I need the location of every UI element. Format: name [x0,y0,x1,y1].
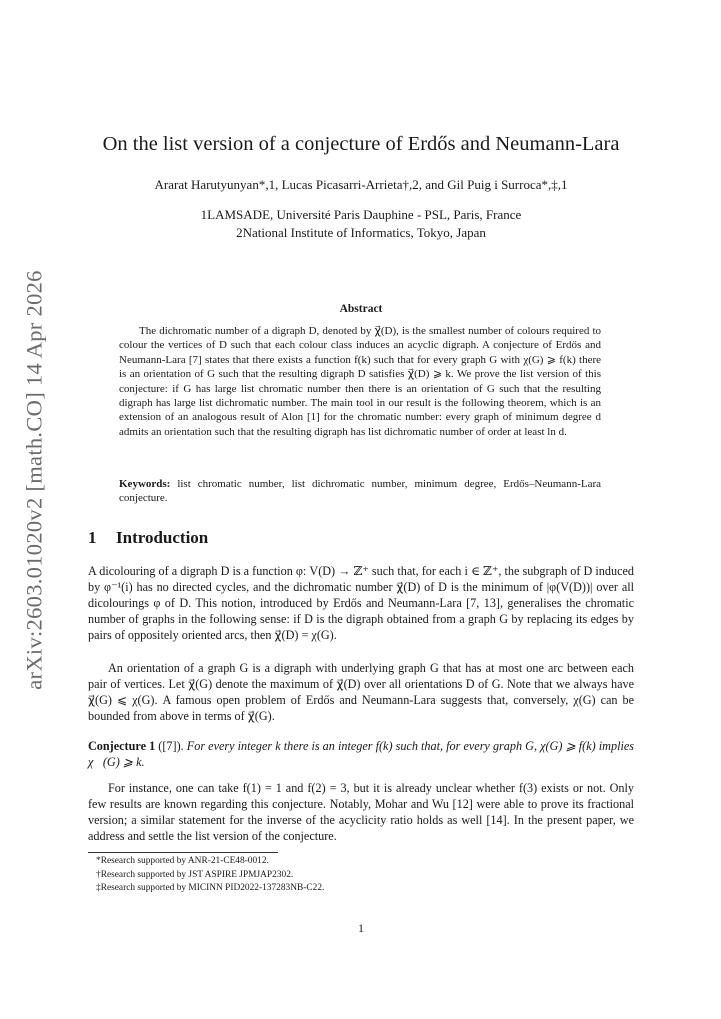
author-list: Ararat Harutyunyan*,1, Lucas Picasarri-Arrieta†,2, and Gil Puig i Surroca*,‡,1 [154,177,568,192]
abstract-text: The dichromatic number of a digraph D, denoted by χ⃗(D), is the smallest number of colours required to colour the vertices of D such that each colour class induces an acyclic digraph. A conjecture of Erdős and Neumann-Lara [7] states that there exists a function f(k) such that for every graph G with χ(G) ⩾ f(k) there is an orientation of G such that the resulting digraph D satisfies χ⃗(D) ⩾ k. We prove the list version of this conjecture: if G has large list chromatic number then there is an orientation of G such that the resulting digraph has large list dichromatic number. The main tool in our result is the following theorem, which is an extension of an analogous result of Alon [1] for the chromatic number: every graph of minimum degree d admits an orientation such that the resulting digraph has list dichromatic number of order at least ln d. [119,325,601,438]
conjecture-label: Conjecture 1 [88,739,156,753]
paper-title: On the list version of a conjecture of Erdős and Neumann-Lara [102,133,620,155]
footnote-3: ‡Research supported by MICINN PID2022-137283NB-C22. [96,883,325,893]
section-title: Introduction [116,528,209,547]
section-heading [88,528,208,548]
section-number: 1 [88,528,97,547]
conjecture-block [88,738,634,770]
conjecture-ref[interactable]: ([7]). [158,739,184,753]
intro-paragraph-3: For instance, one can take f(1) = 1 and f(2) = 3, but it is already unclear whether f(3) exists or not. Only few results are known regarding this conjecture. Notably, Mohar and Wu [12] were able to prove its fractional version; a similar statement for the inverse of the acyclicity ratio holds as well [14]. In the present paper, we address and settle the list version of the conjecture. [88,781,634,843]
intro-paragraph-2: An orientation of a graph G is a digraph with underlying graph G that has at most one arc between each pair of vertices. Let χ⃗(G) denote the maximum of χ⃗(D) over all orientations D of G. Note that we always have χ⃗(G) ⩽ χ(G). A famous open problem of Erdős and Neumann-Lara suggests that, conversely, χ(G) can be bounded from above in terms of χ⃗(G). [88,661,634,723]
page-number: 1 [358,921,364,935]
affiliation-1: 1LAMSADE, Université Paris Dauphine - PSL, Paris, France [200,207,522,222]
footnotes [96,855,324,896]
arxiv-identifier: arXiv:2603.01020v2 [math.CO] 14 Apr 2026 [22,269,47,690]
keywords-block [119,477,601,506]
footnote-2: †Research supported by JST ASPIRE JPMJAP2302. [96,869,294,880]
keywords-text: list chromatic number, list dichromatic number, minimum degree, Erdős–Neumann-Lara conjecture. [119,478,601,505]
conjecture-text: For every integer k there is an integer f(k) such that, for every graph G, χ(G) ⩾ f(k) implies χ⃗(G) ⩾ k. [88,739,635,769]
affiliation-2: 2National Institute of Informatics, Tokyo, Japan [236,225,486,240]
keywords-label: Keywords: [119,478,171,490]
arxiv-sidebar-stamp [20,269,50,690]
abstract-heading: Abstract [339,303,383,315]
footnote-1: *Research supported by ANR-21-CE48-0012. [96,856,269,866]
intro-paragraph-1: A dicolouring of a digraph D is a function φ: V(D) → ℤ⁺ such that, for each i ∈ ℤ⁺, the subgraph of D induced by φ⁻¹(i) has no directed cycles, and the dichromatic number χ⃗(D) of D is the minimum of |φ(V(D))| over all dicolourings φ of D. This notion, introduced by Erdős and Neumann-Lara [7, 13], generalises the chromatic number of graphs in the following sense: if D is the digraph obtained from a graph G by replacing its edges by pairs of oppositely oriented arcs, then χ⃗(D) = χ(G). [88,564,634,642]
footnote-rule [88,852,278,853]
